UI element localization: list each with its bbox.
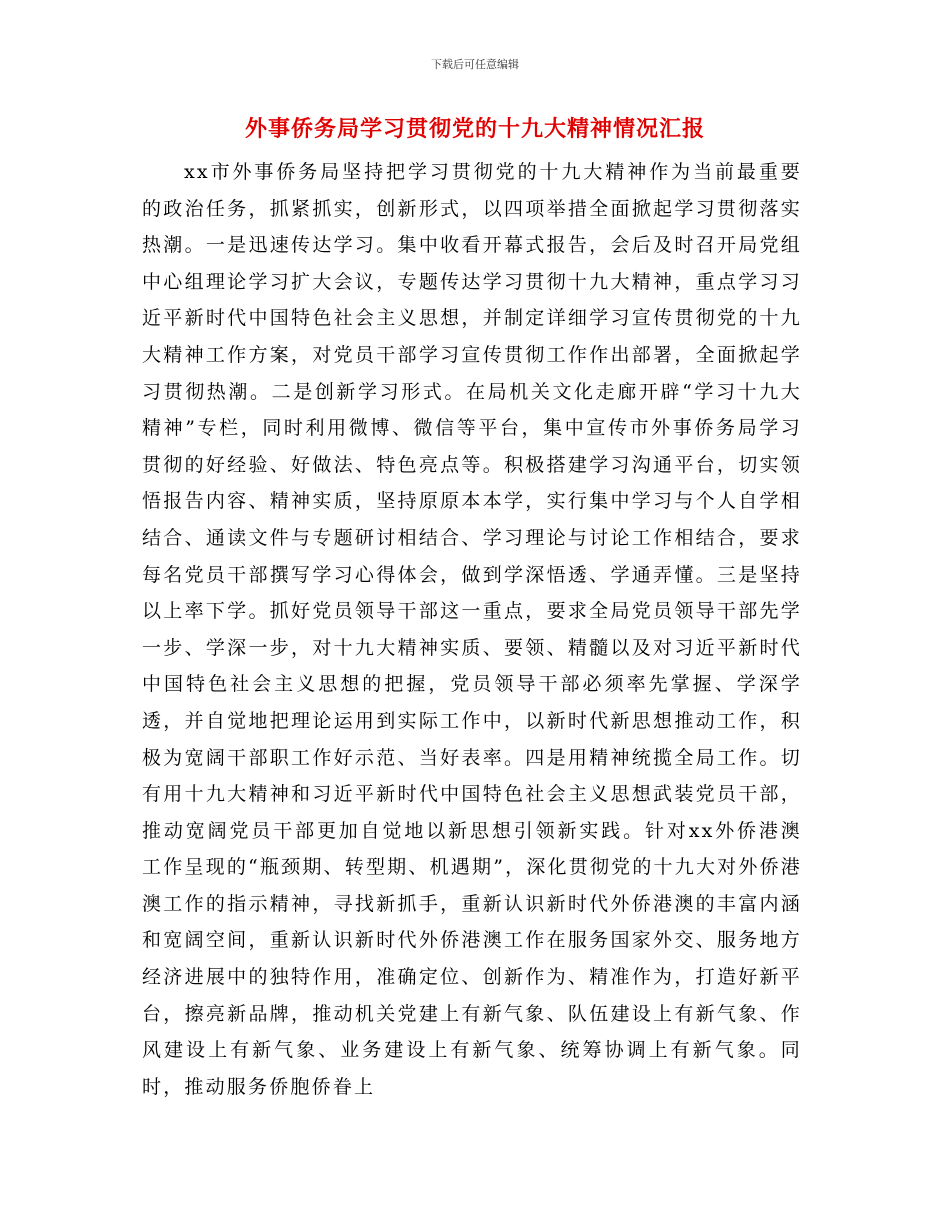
document-title: 外事侨务局学习贯彻党的十九大精神情况汇报 bbox=[244, 116, 705, 142]
header-note: 下载后可任意编辑 bbox=[431, 58, 519, 71]
body-paragraph: xx市外事侨务局坚持把学习贯彻党的十九大精神作为当前最重要的政治任务，抓紧抓实，创新形式，以四项举措全面掀起学习贯彻落实热潮。一是迅速传达学习。集中收看开幕式报告，会后及时召开局党组中心组理论学习扩大会议，专题传达学习贯彻十九大精神，重点学习习近平新时代中国特色社会主义思想，并制定详细学习宣传贯彻党的十九大精神工作方案，对党员干部学习宣传贯彻工作作出部署，全面掀起学习贯彻热潮。二是创新学习形式。在局机关文化走廊开辟“学习十九大精神”专栏，同时利用微博、微信等平台，集中宣传市外事侨务局学习贯彻的好经验、好做法、特色亮点等。积极搭建学习沟通平台，切实领悟报告内容、精神实质，坚持原原本本学，实行集中学习与个人自学相结合、通读文件与专题研讨相结合、学习理论与讨论工作相结合，要求每名党员干部撰写学习心得体会，做到学深悟透、学通弄懂。三是坚持以上率下学。抓好党员领导干部这一重点，要求全局党员领导干部先学一步、学深一步，对十九大精神实质、要领、精髓以及对习近平新时代中国特色社会主义思想的把握，党员领导干部必须率先掌握、学深学透，并自觉地把理论运用到实际工作中，以新时代新思想推动工作，积极为宽阔干部职工作好示范、当好表率。四是用精神统揽全局工作。切有用十九大精神和习近平新时代中国特色社会主义思想武装党员干部，推动宽阔党员干部更加自觉地以新思想引领新实践。针对xx外侨港澳工作呈现的“瓶颈期、转型期、机遇期”，深化贯彻党的十九大对外侨港澳工作的指示精神，寻找新抓手，重新认识新时代外侨港澳的丰富内涵和宽阔空间，重新认识新时代外侨港澳工作在服务国家外交、服务地方经济进展中的独特作用，准确定位、创新作为、精准作为，打造好新平台，擦亮新品牌，推动机关党建上有新气象、队伍建设上有新气象、作风建设上有新气象、业务建设上有新气象、统筹协调上有新气象。同时，推动服务侨胞侨眷上 bbox=[142, 161, 802, 1098]
